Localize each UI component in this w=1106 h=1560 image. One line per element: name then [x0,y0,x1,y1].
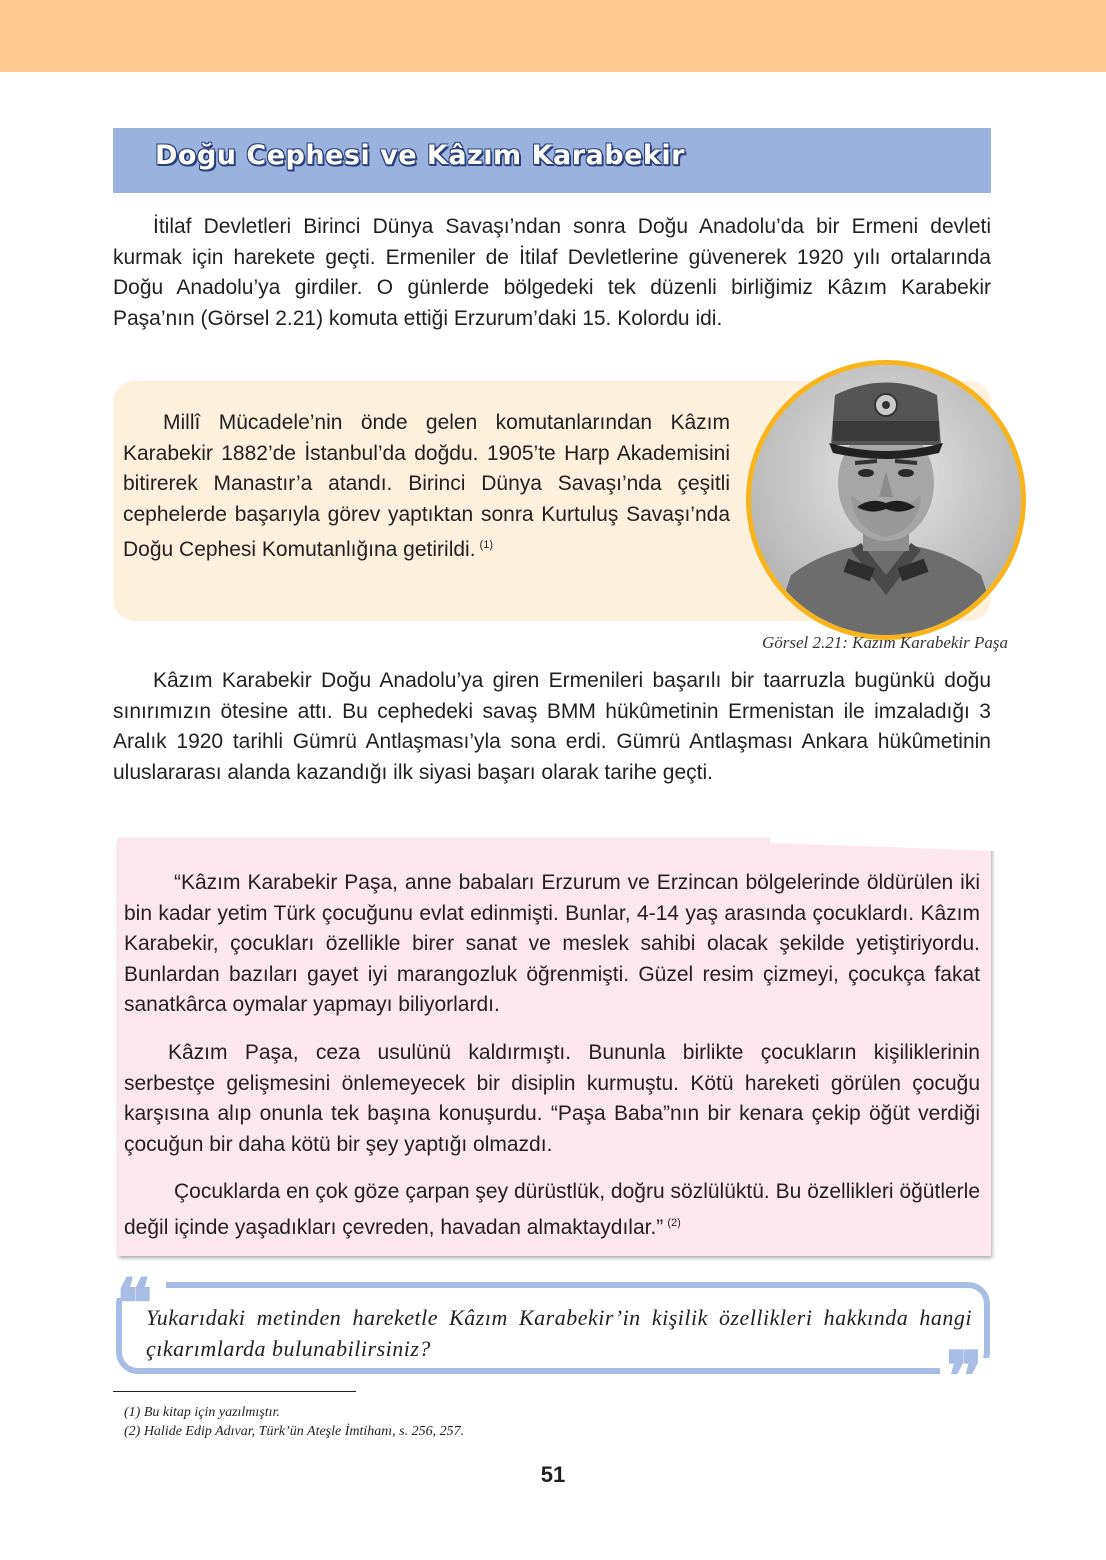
footnote-ref-1: (1) [479,539,493,551]
biography-text-body: Millî Mücadele’nin önde gelen komutanlarından Kâzım Karabekir 1882’de İstanbul’da doğdu. 1905’te Harp Akademisini bitirerek Manastır’a atandı. Birinci Dünya Savaşı’nda çeşitli cephelerde başarıyla görev yaptıktan sonra Kurtuluş Savaşı’nda Doğu Cephesi Komutanlığına getirildi. [123,411,730,561]
footnote-ref-2: (2) [667,1216,681,1229]
quotation-box [118,838,991,1256]
top-color-band [0,0,1106,72]
section-header [113,128,991,193]
portrait-photo [746,360,1026,640]
footnote-2: (2) Halide Edip Adıvar, Türk’ün Ateşle İmtihanı, s. 256, 257. [124,1424,465,1439]
portrait-caption: Görsel 2.21: Kazım Karabekir Paşa [761,633,1008,652]
open-quote-icon: ❝ [116,1264,153,1344]
page-number: 51 [540,1462,566,1487]
quote-paragraph-3 [124,1177,980,1243]
close-quote-icon: ❞ [946,1337,983,1417]
section-title: Doğu Cephesi ve Kâzım Karabekir [155,140,685,171]
discussion-question: Yukarıdaki metinden hareketle Kâzım Karabekir’in kişilik özellikleri hakkında hangi çıkarımlarda bulunabilirsiniz? [146,1305,972,1361]
footnote-1: (1) Bu kitap için yazılmıştır. [124,1405,280,1420]
footnote-divider [113,1391,356,1392]
biography-text [123,408,730,566]
portrait-illustration [751,365,1021,635]
karabekir-paragraph: Kâzım Karabekir Doğu Anadolu’ya giren Ermenileri başarılı bir taarruzla bugünkü doğu sınırımızın ötesine attı. Bu cephedeki savaş BMM hükûmetinin Ermenistan ile imzaladığı 3 Aralık 1920 tarihli Gümrü Antlaşması’yla sona erdi. Gümrü Antlaşması Ankara hükûmetinin uluslararası alanda kazandığı ilk siyasi başarı olarak tarihe geçti. [113,669,991,784]
quote-paragraph-3-body: Çocuklarda en çok göze çarpan şey dürüstlük, doğru sözlülüktü. Bu özellikleri öğütlerle değil içinde yaşadıkları çevreden, havadan almaktaydılar.” [124,1180,980,1239]
quote-paragraph-2: Kâzım Paşa, ceza usulünü kaldırmıştı. Bununla birlikte çocukların kişiliklerinin serbestçe gelişmesini önlemeyecek bir disiplin kurmuştu. Kötü hareketi görülen çocuğu karşısına alıp onunla tek başına konuşurdu. “Paşa Baba”nın bir kenara çekip öğüt verdiği çocuğun bir daha kötü bir şey yaptığı olmazdı. [124,1041,980,1156]
quote-paragraph-1: “Kâzım Karabekir Paşa, anne babaları Erzurum ve Erzincan bölgelerinde öldürülen iki bin kadar yetim Türk çocuğunu evlat edinmişti. Bunlar, 4-14 yaş arasında çocuklardı. Kâzım Karabekir, çocukları özellikle birer sanat ve meslek sahibi olacak şekilde yetiştiriyordu. Bunlardan bazıları gayet iyi marangozluk öğrenmişti. Güzel resim çizmeyi, çocukça fakat sanatkârca oymalar yapmayı biliyorlardı. [124,871,980,1016]
intro-paragraph: İtilaf Devletleri Birinci Dünya Savaşı’ndan sonra Doğu Anadolu’da bir Ermeni devleti kurmak için harekete geçti. Ermeniler de İtilaf Devletlerine güvenerek 1920 yılı ortalarında Doğu Anadolu’ya girdiler. O günlerde bölgedeki tek düzenli birliğimiz Kâzım Karabekir Paşa’nın (Görsel 2.21) komuta ettiği Erzurum’daki 15. Kolordu idi. [113,215,991,330]
